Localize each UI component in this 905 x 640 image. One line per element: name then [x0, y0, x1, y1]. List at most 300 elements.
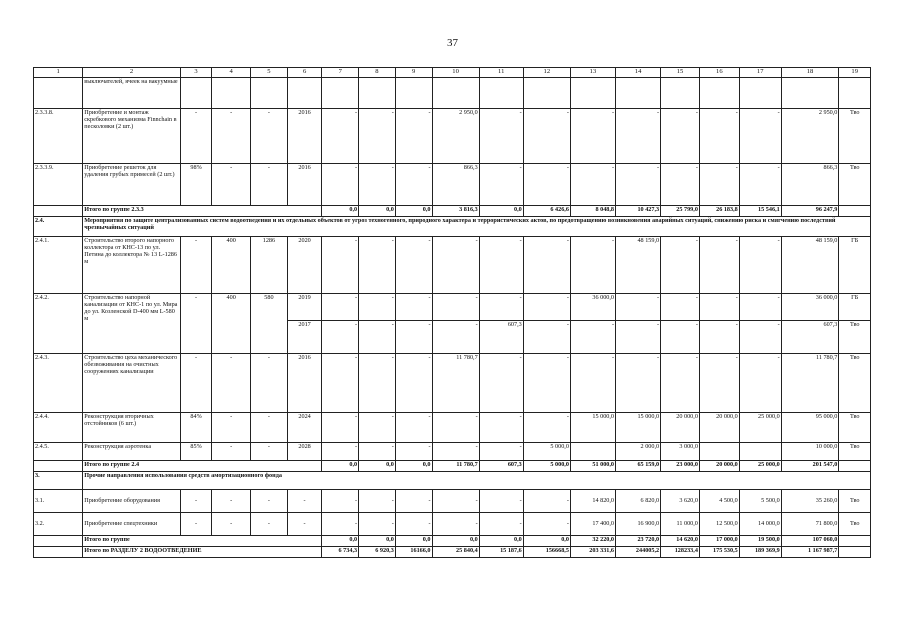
total-value-cell: 25 000,0 [739, 461, 781, 472]
value-cell: - [395, 354, 432, 413]
value-cell: 15 000,0 [616, 413, 661, 443]
value-cell: - [251, 413, 288, 443]
value-cell: Тво [839, 513, 871, 536]
value-cell: - [322, 109, 359, 164]
value-cell: 2 000,0 [616, 443, 661, 461]
value-cell: - [616, 354, 661, 413]
total-label: Итого по РАЗДЕЛУ 2 ВОДООТВЕДЕНИЕ [83, 547, 322, 558]
value-cell: Тво [839, 164, 871, 206]
value-cell: - [739, 294, 781, 321]
column-number-cell: 1 [34, 68, 83, 78]
value-cell: 2 950,0 [432, 109, 479, 164]
value-cell: - [432, 294, 479, 321]
table-row [34, 354, 871, 413]
total-value-cell: 189 369,9 [739, 547, 781, 558]
value-cell: - [739, 321, 781, 354]
value-cell: 2028 [287, 443, 322, 461]
value-cell: 17 400,0 [570, 513, 615, 536]
value-cell: - [322, 237, 359, 294]
total-value-cell: 15 187,6 [479, 547, 523, 558]
table-row [34, 490, 871, 513]
value-cell: - [570, 321, 615, 354]
total-value-cell: 0,0 [322, 206, 359, 217]
table-row [34, 237, 871, 294]
value-cell: - [395, 490, 432, 513]
value-cell: - [661, 109, 700, 164]
value-cell: 3 000,0 [661, 443, 700, 461]
column-number-cell: 4 [212, 68, 251, 78]
total-value-cell: 201 547,0 [781, 461, 839, 472]
value-cell: 866,3 [781, 164, 839, 206]
value-cell: - [479, 490, 523, 513]
total-value-cell: 8 048,8 [570, 206, 615, 217]
value-cell: - [699, 237, 739, 294]
value-cell: 400 [212, 237, 251, 294]
total-value-cell: 3 816,3 [432, 206, 479, 217]
value-cell: 6 820,0 [616, 490, 661, 513]
total-value-cell: 244005,2 [616, 547, 661, 558]
value-cell: 36 000,0 [570, 294, 615, 321]
value-cell: - [523, 321, 570, 354]
value-cell: - [395, 513, 432, 536]
total-value-cell: 1 167 987,7 [781, 547, 839, 558]
value-cell: - [661, 164, 700, 206]
section-row [34, 472, 871, 490]
value-cell: 2020 [287, 237, 322, 294]
value-cell: - [322, 443, 359, 461]
value-cell: - [395, 237, 432, 294]
section-row [34, 217, 871, 237]
column-number-cell: 7 [322, 68, 359, 78]
column-number-cell: 8 [359, 68, 396, 78]
row-number-cell: 3.2. [34, 513, 83, 536]
total-value-cell: 19 500,0 [739, 536, 781, 547]
value-cell: - [322, 164, 359, 206]
total-value-cell [839, 547, 871, 558]
column-number-row [34, 68, 871, 78]
value-cell: 98% [180, 164, 211, 206]
row-number-cell [34, 536, 83, 547]
value-cell: - [523, 490, 570, 513]
value-cell: 71 800,0 [781, 513, 839, 536]
value-cell: - [432, 490, 479, 513]
value-cell: - [359, 237, 396, 294]
total-value-cell: 25 799,0 [661, 206, 700, 217]
total-value-cell: 96 247,9 [781, 206, 839, 217]
row-name-cell: Строительство цеха механического обезвоживания на очистных сооружениях канализации [83, 354, 181, 413]
value-cell: - [616, 164, 661, 206]
value-cell [251, 78, 288, 109]
value-cell: - [322, 513, 359, 536]
value-cell [739, 78, 781, 109]
value-cell: 1286 [251, 237, 288, 294]
value-cell: - [251, 513, 288, 536]
value-cell: 48 159,0 [616, 237, 661, 294]
column-number-cell: 14 [616, 68, 661, 78]
value-cell: 3 620,0 [661, 490, 700, 513]
row-number-cell [34, 206, 83, 217]
section-number: 2.4. [34, 217, 83, 237]
value-cell: - [699, 164, 739, 206]
value-cell: 607,3 [479, 321, 523, 354]
value-cell: 14 000,0 [739, 513, 781, 536]
total-value-cell: 25 840,4 [432, 547, 479, 558]
total-row [34, 547, 871, 558]
value-cell [616, 78, 661, 109]
value-cell: - [395, 413, 432, 443]
value-cell: Тво [839, 413, 871, 443]
total-value-cell: 5 000,0 [523, 461, 570, 472]
total-value-cell [839, 536, 871, 547]
value-cell: - [359, 513, 396, 536]
column-number-cell: 12 [523, 68, 570, 78]
value-cell: 36 000,0 [781, 294, 839, 321]
value-cell: 48 159,0 [781, 237, 839, 294]
value-cell: - [322, 354, 359, 413]
value-cell: - [180, 237, 211, 294]
section-title: Мероприятия по защите централизованных систем водоотведения и их отдельных объектов от угроз техногенного, природного характера и террористических актов, по предотвращению возникновения аварийных ситуаций, снижению риска и смягчению последствий чрезвычайных ситуаций [83, 217, 871, 237]
value-cell: - [661, 294, 700, 321]
value-cell: - [570, 237, 615, 294]
row-name-cell: Приобретение спецтехники [83, 513, 181, 536]
total-value-cell: 6 734,3 [322, 547, 359, 558]
total-value-cell: 107 060,0 [781, 536, 839, 547]
value-cell [570, 443, 615, 461]
total-value-cell: 0,0 [359, 536, 396, 547]
total-label: Итого по группе 2.4 [83, 461, 322, 472]
value-cell: 4 500,0 [699, 490, 739, 513]
row-name-cell: Приобретение и монтаж скребкового механизма Finnchain в песколовки (2 шт.) [83, 109, 181, 164]
row-number-cell: 2.4.5. [34, 443, 83, 461]
row-number-cell: 2.3.3.9. [34, 164, 83, 206]
section-number: 3. [34, 472, 83, 490]
value-cell: - [180, 109, 211, 164]
value-cell: - [212, 164, 251, 206]
value-cell: 12 500,0 [699, 513, 739, 536]
total-value-cell: 0,0 [359, 461, 396, 472]
value-cell: 2017 [287, 321, 322, 354]
column-number-cell: 9 [395, 68, 432, 78]
value-cell: - [251, 164, 288, 206]
total-row [34, 206, 871, 217]
value-cell: - [479, 109, 523, 164]
row-number-cell: 2.4.2. [34, 294, 83, 354]
value-cell: - [287, 490, 322, 513]
value-cell: - [432, 443, 479, 461]
column-number-cell: 18 [781, 68, 839, 78]
page-number: 37 [447, 37, 458, 49]
value-cell: - [322, 413, 359, 443]
value-cell [322, 78, 359, 109]
value-cell [661, 78, 700, 109]
total-value-cell: 65 159,0 [616, 461, 661, 472]
total-row [34, 536, 871, 547]
total-value-cell: 14 620,0 [661, 536, 700, 547]
value-cell: - [479, 354, 523, 413]
value-cell: - [359, 321, 396, 354]
table-row [34, 413, 871, 443]
value-cell: 2016 [287, 109, 322, 164]
column-number-cell: 16 [699, 68, 739, 78]
row-name-cell: выключателей, ячеек на вакуумные [83, 78, 181, 109]
value-cell: - [395, 294, 432, 321]
value-cell: 95 000,0 [781, 413, 839, 443]
value-cell [287, 78, 322, 109]
column-number-cell: 17 [739, 68, 781, 78]
value-cell: 5 500,0 [739, 490, 781, 513]
row-number-cell [34, 78, 83, 109]
value-cell: 85% [180, 443, 211, 461]
value-cell: - [359, 413, 396, 443]
value-cell: - [699, 294, 739, 321]
total-value-cell: 6 920,3 [359, 547, 396, 558]
value-cell: 11 000,0 [661, 513, 700, 536]
table-row [34, 513, 871, 536]
value-cell [699, 78, 739, 109]
table-row [34, 109, 871, 164]
value-cell: - [395, 443, 432, 461]
value-cell [212, 78, 251, 109]
value-cell: - [479, 513, 523, 536]
total-value-cell: 11 780,7 [432, 461, 479, 472]
value-cell: 11 780,7 [781, 354, 839, 413]
value-cell: - [739, 354, 781, 413]
total-value-cell: 0,0 [523, 536, 570, 547]
row-number-cell [34, 547, 83, 558]
total-value-cell: 0,0 [322, 461, 359, 472]
table-row [34, 443, 871, 461]
value-cell: - [616, 321, 661, 354]
value-cell: ГБ [839, 294, 871, 321]
total-value-cell: 0,0 [395, 461, 432, 472]
value-cell: 866,3 [432, 164, 479, 206]
total-value-cell: 32 220,0 [570, 536, 615, 547]
column-number-cell: 6 [287, 68, 322, 78]
total-value-cell: 20 000,0 [699, 461, 739, 472]
value-cell: - [251, 354, 288, 413]
row-number-cell: 2.4.4. [34, 413, 83, 443]
value-cell: - [739, 237, 781, 294]
value-cell: - [251, 490, 288, 513]
value-cell: - [570, 354, 615, 413]
total-value-cell: 0,0 [479, 536, 523, 547]
total-value-cell: 0,0 [432, 536, 479, 547]
value-cell: - [432, 321, 479, 354]
value-cell: - [359, 164, 396, 206]
value-cell: 2016 [287, 354, 322, 413]
value-cell: - [432, 513, 479, 536]
value-cell: 2019 [287, 294, 322, 321]
row-name-cell: Приобретение решеток для удаления грубых примесей (2 шт.) [83, 164, 181, 206]
column-number-cell: 19 [839, 68, 871, 78]
value-cell [180, 78, 211, 109]
value-cell: 607,3 [781, 321, 839, 354]
value-cell: - [699, 109, 739, 164]
value-cell [359, 78, 396, 109]
value-cell: - [479, 413, 523, 443]
total-label: Итого по группе [83, 536, 322, 547]
value-cell: - [359, 109, 396, 164]
value-cell: 20 000,0 [699, 413, 739, 443]
value-cell: - [523, 354, 570, 413]
value-cell: - [212, 513, 251, 536]
value-cell: - [359, 294, 396, 321]
value-cell: 2024 [287, 413, 322, 443]
row-number-cell: 2.4.3. [34, 354, 83, 413]
total-value-cell: 26 183,8 [699, 206, 739, 217]
total-value-cell [839, 461, 871, 472]
value-cell: Тво [839, 354, 871, 413]
column-number-cell: 10 [432, 68, 479, 78]
value-cell [570, 78, 615, 109]
value-cell: 10 000,0 [781, 443, 839, 461]
row-name-cell: Реконструкция вторичных отстойников (6 шт.) [83, 413, 181, 443]
value-cell: - [395, 109, 432, 164]
total-value-cell: 0,0 [395, 536, 432, 547]
total-value-cell: 0,0 [479, 206, 523, 217]
value-cell: - [523, 109, 570, 164]
value-cell: - [699, 321, 739, 354]
value-cell [781, 78, 839, 109]
row-name-cell: Приобретение оборудования [83, 490, 181, 513]
column-number-cell: 11 [479, 68, 523, 78]
value-cell: - [739, 109, 781, 164]
value-cell: - [739, 164, 781, 206]
value-cell: 35 260,0 [781, 490, 839, 513]
total-label: Итого по группе 2.3.3 [83, 206, 322, 217]
total-value-cell: 6 426,6 [523, 206, 570, 217]
total-value-cell: 15 546,1 [739, 206, 781, 217]
value-cell: - [479, 237, 523, 294]
value-cell: - [432, 413, 479, 443]
value-cell: 11 780,7 [432, 354, 479, 413]
total-value-cell: 10 427,3 [616, 206, 661, 217]
value-cell: - [180, 490, 211, 513]
row-number-cell: 2.3.3.8. [34, 109, 83, 164]
total-value-cell: 156668,5 [523, 547, 570, 558]
value-cell: - [570, 164, 615, 206]
total-value-cell: 23 720,0 [616, 536, 661, 547]
value-cell: - [251, 109, 288, 164]
section-title: Прочие направления использования средств амортизационного фонда [83, 472, 871, 490]
value-cell: 25 000,0 [739, 413, 781, 443]
value-cell: - [616, 109, 661, 164]
value-cell: - [661, 321, 700, 354]
row-name-cell: Реконструкция аэротенка [83, 443, 181, 461]
value-cell: 84% [180, 413, 211, 443]
value-cell: - [523, 294, 570, 321]
value-cell: - [251, 443, 288, 461]
total-value-cell: 607,3 [479, 461, 523, 472]
value-cell: - [661, 354, 700, 413]
value-cell [699, 443, 739, 461]
value-cell: - [212, 413, 251, 443]
value-cell: - [359, 354, 396, 413]
value-cell: - [395, 164, 432, 206]
table-row [34, 78, 871, 109]
column-number-cell: 15 [661, 68, 700, 78]
value-cell: Тво [839, 321, 871, 354]
value-cell: - [322, 321, 359, 354]
table-row [34, 294, 871, 321]
value-cell: - [322, 490, 359, 513]
value-cell: 5 000,0 [523, 443, 570, 461]
value-cell: - [180, 354, 211, 413]
value-cell: - [359, 490, 396, 513]
value-cell [395, 78, 432, 109]
total-value-cell: 51 000,0 [570, 461, 615, 472]
total-value-cell [839, 206, 871, 217]
row-number-cell: 2.4.1. [34, 237, 83, 294]
value-cell: - [523, 413, 570, 443]
value-cell: - [322, 294, 359, 321]
value-cell [839, 78, 871, 109]
value-cell [739, 443, 781, 461]
value-cell: - [523, 513, 570, 536]
value-cell: Тво [839, 490, 871, 513]
column-number-cell: 5 [251, 68, 288, 78]
value-cell: - [359, 443, 396, 461]
value-cell [432, 78, 479, 109]
value-cell: 14 820,0 [570, 490, 615, 513]
value-cell: 580 [251, 294, 288, 354]
row-name-cell: Строительство второго напорного коллектора от КНС-13 по ул. Петина до коллектора № 13 L-1286 м [83, 237, 181, 294]
value-cell: - [523, 237, 570, 294]
total-value-cell: 16166,0 [395, 547, 432, 558]
value-cell: - [523, 164, 570, 206]
value-cell: - [661, 237, 700, 294]
column-number-cell: 2 [83, 68, 181, 78]
total-value-cell: 0,0 [395, 206, 432, 217]
column-number-cell: 3 [180, 68, 211, 78]
value-cell: 2016 [287, 164, 322, 206]
value-cell: 20 000,0 [661, 413, 700, 443]
value-cell: - [287, 513, 322, 536]
value-cell: - [432, 237, 479, 294]
investment-table [33, 67, 871, 558]
total-value-cell: 203 331,6 [570, 547, 615, 558]
value-cell: 15 000,0 [570, 413, 615, 443]
total-value-cell: 128233,4 [661, 547, 700, 558]
value-cell: - [616, 294, 661, 321]
value-cell: - [395, 321, 432, 354]
value-cell: - [212, 109, 251, 164]
value-cell: 400 [212, 294, 251, 354]
value-cell: Тво [839, 109, 871, 164]
total-value-cell: 23 000,0 [661, 461, 700, 472]
table-row [34, 164, 871, 206]
total-row [34, 461, 871, 472]
value-cell: 2 950,0 [781, 109, 839, 164]
value-cell: ГБ [839, 237, 871, 294]
total-value-cell: 17 000,0 [699, 536, 739, 547]
value-cell: - [479, 164, 523, 206]
total-value-cell: 0,0 [359, 206, 396, 217]
value-cell: - [212, 490, 251, 513]
value-cell: - [180, 513, 211, 536]
value-cell: - [212, 354, 251, 413]
value-cell: - [479, 294, 523, 321]
value-cell: - [479, 443, 523, 461]
row-number-cell: 3.1. [34, 490, 83, 513]
value-cell [523, 78, 570, 109]
value-cell: - [699, 354, 739, 413]
value-cell: - [180, 294, 211, 354]
value-cell [479, 78, 523, 109]
value-cell: Тво [839, 443, 871, 461]
row-name-cell: Строительство напорной канализации от КНС-1 по ул. Мира до ул. Козленской D-400 мм L-580 м [83, 294, 181, 354]
value-cell: 16 900,0 [616, 513, 661, 536]
